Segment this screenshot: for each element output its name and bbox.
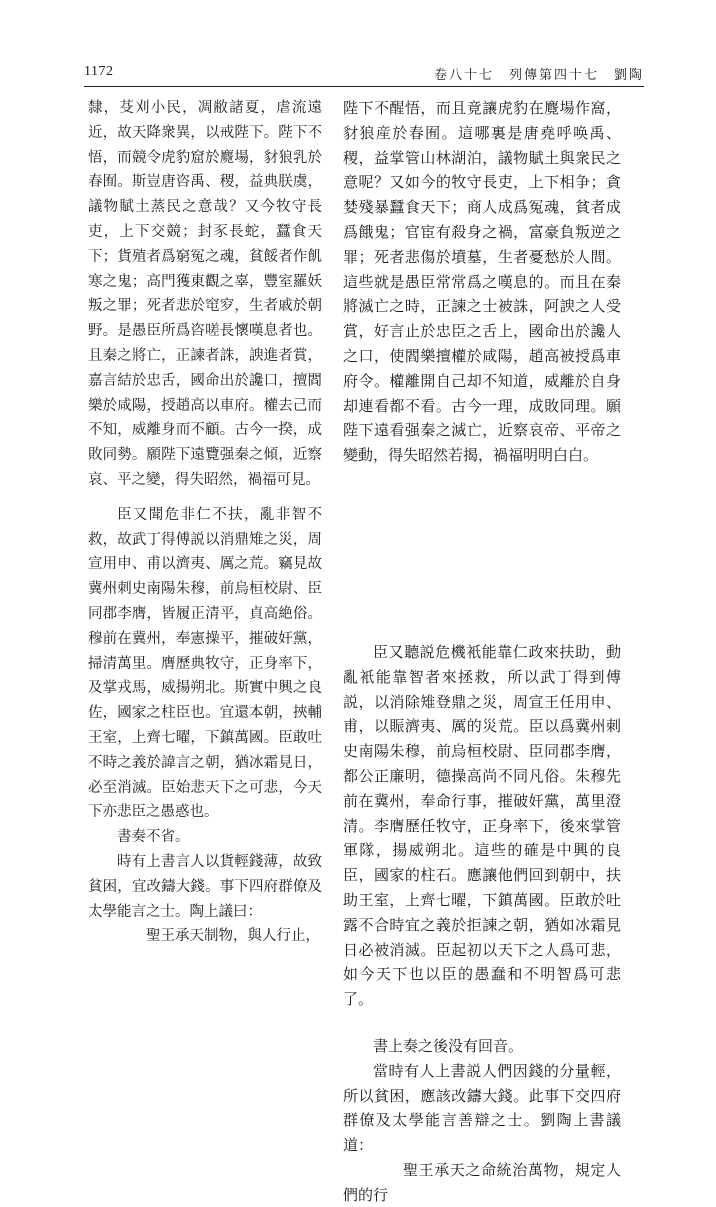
paragraph-gap: [343, 468, 621, 640]
running-head: 卷八十七 列傳第四十七 劉陶: [433, 68, 644, 83]
translation-paragraph: 書上奏之後没有回音。: [373, 1036, 524, 1055]
original-paragraph: 臣又聞危非仁不扶，亂非智不救，故武丁得傅説以消鼎雉之災，周宣用申、甫以濟夷、厲之荒。竊見故冀州刺史南陽朱穆，前烏桓校尉、臣同郡李膺，皆履正清平，貞高絶俗。穆前在冀州，奉憲操平，摧破奸黨，掃清萬里。膺歷典牧守，正身率下，及掌戎馬，威揚朔北。斯實中興之良佐，國家之柱臣也。宜還本朝，挾輔王室，上齊七曜，下鎮萬國。臣敢吐不時之義於諱言之朝，猶冰霜見日，必至消滅。臣始悲天下之可悲，今天下亦悲臣之愚惑也。: [88, 506, 322, 821]
header-rule: [84, 86, 644, 87]
translation-paragraph: 臣又聽説危機衹能靠仁政來扶助，動亂衹能靠智者來拯救，所以武丁得到傅説，以消除雉登鼎之災，周宣王任用申、甫，以賑濟夷、厲的災荒。臣以爲冀州刺史南陽朱穆，前烏桓校尉、臣同郡李膺，都公正廉明，德操高尚不同凡俗。朱穆先前在冀州，奉命行事，摧破奸黨，萬里澄清。李膺歷任牧守，正身率下，後來掌管軍隊，揚威朔北。這些的確是中興的良臣，國家的柱石。應讓他們回到朝中，扶助王室，上齊七曜，下鎮萬國。臣敢於吐露不合時宜之義於拒諫之朝，猶如冰霜見日必被消滅。臣起初以天下之人爲可悲，如今天下也以臣的愚蠢和不明智爲可悲了。: [343, 642, 621, 1009]
paragraph-gap: [88, 493, 322, 503]
original-paragraph: 書奏不省。: [117, 829, 190, 846]
original-paragraph: 隸，芟刈小民，凋敝諸夏，虐流遠近，故天降衆異，以戒陛下。陛下不悟，而競令虎豹窟於麑場，豺狼乳於春囿。斯豈唐咨禹、稷，益典朕虞，議物賦土蒸民之意哉？又今牧守長吏，上下交競；封豕長蛇，蠶食天下；貨殖者爲窮冤之魂，貧餒者作飢寒之鬼；高門獲東觀之辜，豐室羅妖叛之罪；死者悲於窀穸，生者戚於朝野。是愚臣所爲咨嗟長懷嘆息者也。且秦之將亡，正諫者誅，諛進者賞，嘉言結於忠舌，國命出於讒口，擅閻樂於咸陽，授趙高以車府。權去己而不知，威離身而不顧。古今一揆，成敗同勢。願陛下遠覽强秦之傾，近察哀、平之變，得失昭然，禍福可見。: [88, 100, 322, 488]
page-header: [84, 64, 644, 86]
translation-paragraph: 聖王承天之命統治萬物，規定人們的行: [343, 1160, 621, 1204]
paragraph-gap: [343, 1012, 621, 1034]
original-text-column: [88, 96, 322, 949]
translation-paragraph: 陛下不醒悟，而且竟讓虎豹在麑場作窩，豺狼産於春囿。這哪裏是唐堯呼唤禹、稷，益掌管山林湖泊，議物賦土與衆民之意呢？又如今的牧守長吏，上下相争；貪婪殘暴蠶食天下；商人成爲冤魂，貧者成爲餓鬼；官宦有殺身之禍，富豪負叛逆之罪；死者悲傷於墳墓，生者憂愁於人間。這些就是愚臣常常爲之嘆息的。而且在秦將滅亡之時，正諫之士被誅，阿諛之人受賞，好言止於忠臣之舌上，國命出於讒人之口，使閻樂擅權於咸陽，趙高被授爲車府令。權離開自己却不知道，威離於自身却連看都不看。古今一理，成敗同理。願陛下遠看强秦之滅亡，近察哀帝、平帝之變動，得失昭然若揭，禍福明明白白。: [343, 99, 621, 465]
page-number: 1172: [84, 64, 114, 79]
translation-column: [343, 96, 621, 1207]
translation-paragraph: 當時有人上書説人們因錢的分量輕，所以貧困，應該改鑄大錢。此事下交四府群僚及太學能言善辯之士。劉陶上書議道：: [343, 1061, 621, 1155]
original-paragraph: 聖王承天制物，與人行止，: [146, 928, 320, 945]
original-paragraph: 時有上書言人以貨輕錢薄，故致貧困，宜改鑄大錢。事下四府群僚及太學能言之士。陶上議曰：: [88, 853, 322, 920]
